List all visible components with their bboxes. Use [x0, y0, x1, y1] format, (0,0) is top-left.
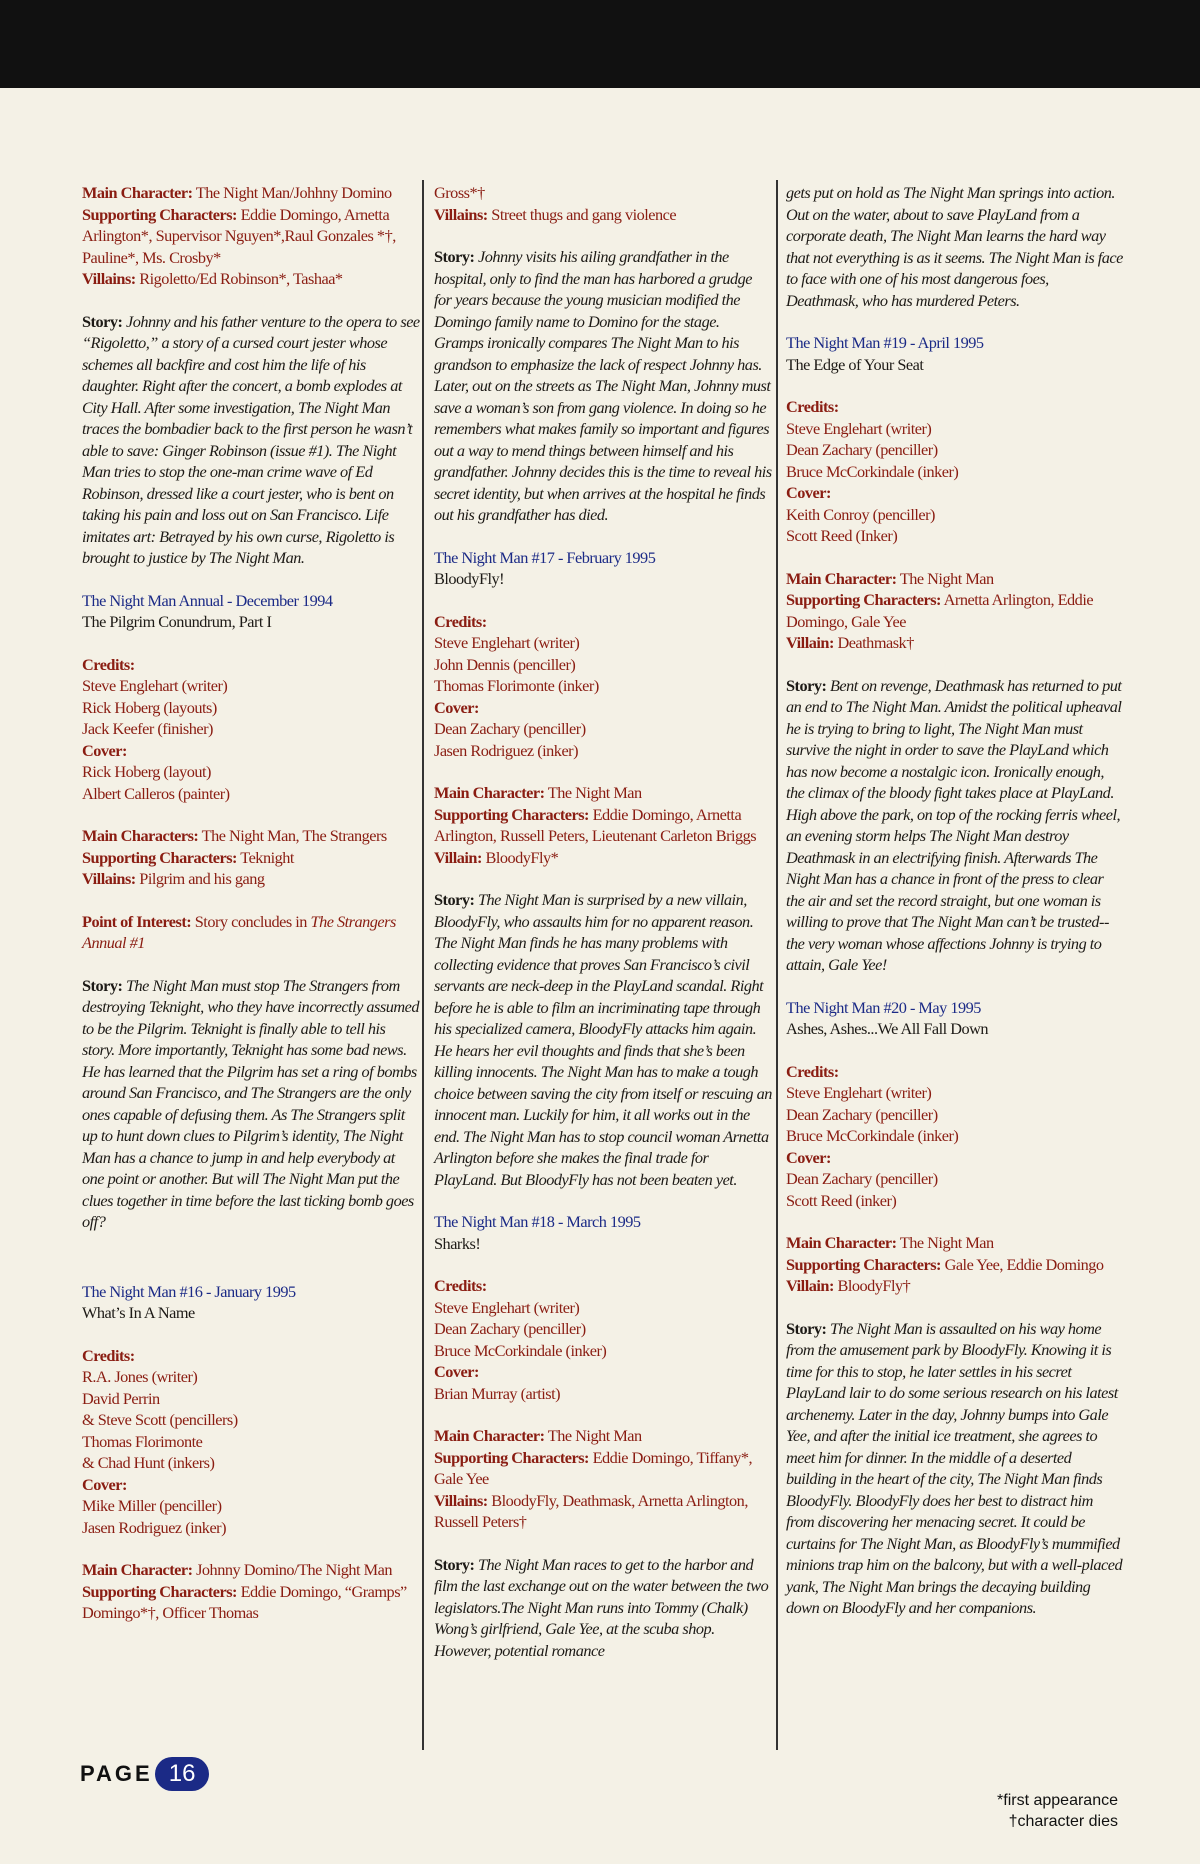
characters-block	[82, 1559, 420, 1624]
column-1	[82, 182, 420, 1645]
credits-block	[434, 611, 772, 762]
label: Cover:	[434, 1362, 479, 1381]
column-divider-2	[776, 180, 778, 1750]
issue-title: The Night Man #19	[786, 333, 907, 352]
cover-line: Brian Murray (artist)	[434, 1383, 561, 1403]
label: Supporting Characters:	[82, 204, 237, 224]
issue-subtitle: BloodyFly!	[434, 569, 505, 588]
villain: Deathmask†	[837, 633, 914, 652]
label: Cover:	[786, 1147, 831, 1167]
label: Credits:	[434, 611, 487, 631]
label: Cover:	[434, 697, 479, 717]
credit-line: Steve Englehart (writer)	[786, 418, 932, 438]
footnote-character-dies: †character dies	[1008, 1813, 1118, 1830]
column-divider-1	[422, 180, 424, 1750]
characters-block	[434, 1425, 772, 1533]
label: Supporting Characters:	[786, 590, 941, 609]
main-character: The Night Man	[547, 783, 642, 802]
main-character: The Night Man/Johhny Domino	[195, 183, 392, 202]
supporting-characters-continued: Gross*†	[434, 183, 485, 202]
story-paragraph: Story: The Night Man is assaulted on his way home from the amusement park by BloodyFly. Knowing it is time for this to stop, he later settles in his secret PlayLand lair to do some serious research on his latest archenemy. Later in the day, Johnny bumps into Gale Yee, and after the initial ice treatment, she agrees to meet him for dinner. In the middle of a deserted building in the heart of the city, The Night Man finds BloodyFly. BloodyFly does her best to distract him from discovering her menacing secret. It could be curtains for The Night Man, as BloodyFly’s mummified minions trap him on the balcony, but with a well-placed yank, The Night Man brings the decaying building down on BloodyFly and her companions.	[786, 1318, 1123, 1617]
villain: BloodyFly*	[485, 847, 559, 867]
page-label: PAGE	[80, 1761, 153, 1786]
main-character: The Night Man	[899, 568, 994, 588]
story-paragraph: Story: Bent on revenge, Deathmask has returned to put an end to The Night Man. Amidst the political upheaval he is trying to bring to light, The Night Man must survive the night in order to save the PlayLand which has now become a nostalgic icon. Ironically enough, the climax of the bloody fight takes place at PlayLand. High above the park, on top of the rocking ferris wheel, an evening storm helps The Night Man destroy Deathmask in an electrifying finish. Afterwards The Night Man has a chance in front of the press to clear the air and set the record straight, but one woman is willing to prove that The Night Man can’t be trusted--the very woman whose affections Johnny is trying to attain, Gale Yee!	[786, 675, 1122, 974]
label: Villains:	[82, 269, 136, 288]
footnote-first-appearance: *first appearance	[997, 1792, 1118, 1809]
label: Villain:	[434, 847, 482, 867]
issue-18-header	[434, 1211, 772, 1254]
story-paragraph: Story: The Night Man races to get to the harbor and film the last exchange out on the water between the two legislators.The Night Man runs into Tommy (Chalk) Wong’s girlfriend, Gale Yee, at the scuba shop. However, potential romance	[434, 1554, 769, 1660]
label: Main Character:	[786, 568, 897, 588]
label: Villains:	[434, 1490, 488, 1510]
label: Main Character:	[82, 183, 193, 202]
page-number-mark	[80, 1756, 209, 1792]
credit-line: R.A. Jones (writer)	[82, 1367, 198, 1386]
main-characters: The Night Man, The Strangers	[201, 826, 387, 845]
supporting-characters: Gale Yee, Eddie Domingo	[944, 1254, 1104, 1274]
cover-line: Mike Miller (penciller)	[82, 1496, 222, 1515]
story-paragraph-continued: gets put on hold as The Night Man springs into action. Out on the water, about to save PlayLand from a corporate death, The Night Man learns the hard way that not everything is as it seems. The Night Man is face to face with one of his most dangerous foes, Deathmask, who has murdered Peters.	[786, 183, 1123, 310]
story-paragraph: Story: Johnny and his father venture to the opera to see “Rigoletto,” a story of a cursed court jester whose schemes all backfire and cost him the life of his daughter. Right after the concert, a bomb explodes at City Hall. After some investigation, The Night Man traces the bombadier back to the first person he wasn’t able to save: Ginger Robinson (issue #1). The Night Man tries to stop the one-man crime wave of Ed Robinson, dressed like a court jester, who is bent on taking his pain and loss out on San Francisco. Life imitates art: Betrayed by his own curse, Rigoletto is brought to justice by The Night Man.	[82, 311, 420, 567]
cover-line: Jasen Rodriguez (inker)	[434, 740, 579, 760]
credit-line: Steve Englehart (writer)	[82, 676, 228, 695]
label: Main Character:	[434, 1426, 545, 1445]
label: Cover:	[786, 483, 831, 502]
issue-title: The Night Man #17	[434, 547, 555, 567]
supporting-characters: Eddie Domingo, Tiffany*, Gale Yee	[434, 1447, 753, 1488]
supporting-characters: Teknight	[240, 847, 294, 867]
cover-line: Scott Reed (Inker)	[786, 526, 898, 545]
supporting-characters: Eddie Domingo, Arnetta Arlington*, Supervisor Nguyen*,Raul Gonzales *†, Pauline*, Ms. Crosby*	[82, 204, 396, 267]
credit-line: Jack Keefer (finisher)	[82, 719, 213, 738]
story-paragraph: Story: Johnny visits his ailing grandfather in the hospital, only to find the man has harbored a grudge for years because the young musician modified the Domingo family name to Domino for the stage. Gramps ironically compares The Night Man to his grandson to emphasize the lack of respect Johnny has. Later, out on the streets as The Night Man, Johnny must save a woman’s son from gang violence. In doing so he remembers what makes family so important and figures out a way to mend things between himself and his grandfather. Johnny decides this is the time to reveal his secret identity, but when arrives at the hospital he finds out his grandfather has died.	[434, 247, 772, 524]
cover-line: Dean Zachary (penciller)	[786, 1169, 938, 1188]
entry-previous-issue	[82, 182, 420, 290]
main-character: The Night Man	[899, 1233, 994, 1252]
credits-block	[434, 1275, 772, 1404]
cover-line: Jasen Rodriguez (inker)	[82, 1517, 227, 1537]
issue-16-header	[82, 1281, 420, 1324]
credit-line: Dean Zachary (penciller)	[786, 440, 938, 459]
label: Villain:	[786, 1276, 834, 1295]
page-number-badge: 16	[155, 1757, 210, 1791]
main-character: The Night Man	[547, 1426, 642, 1445]
characters-block-continued	[434, 182, 772, 225]
label: Cover:	[82, 740, 127, 760]
issue-title: The Night Man #20	[786, 997, 907, 1017]
label: Credits:	[82, 1345, 135, 1365]
issue-date: - May 1995	[906, 997, 981, 1017]
footnotes	[997, 1790, 1118, 1832]
issue-date: - March 1995	[554, 1212, 641, 1231]
credit-line: Dean Zachary (penciller)	[786, 1104, 938, 1124]
label: Credits:	[82, 654, 135, 674]
issue-subtitle: What’s In A Name	[82, 1303, 195, 1322]
point-of-interest: Point of Interest: Story concludes in The Strangers Annual #1	[82, 911, 396, 952]
characters-block	[786, 1232, 1124, 1297]
issue-date: - December 1994	[223, 590, 333, 610]
credit-line: Bruce McCorkindale (inker)	[786, 461, 959, 481]
cover-line: Rick Hoberg (layout)	[82, 762, 211, 781]
top-black-bar	[0, 0, 1200, 88]
credit-line: John Dennis (penciller)	[434, 654, 576, 674]
villain: BloodyFly†	[837, 1276, 911, 1295]
credit-line: Dean Zachary (penciller)	[434, 1319, 586, 1338]
label: Main Character:	[786, 1233, 897, 1252]
supporting-characters: Eddie Domingo, “Gramps” Domingo*†, Officer Thomas	[82, 1581, 407, 1622]
label: Supporting Characters:	[82, 847, 237, 867]
label: Supporting Characters:	[434, 804, 589, 824]
credit-line: Steve Englehart (writer)	[434, 1297, 580, 1317]
villains: Rigoletto/Ed Robinson*, Tashaa*	[139, 269, 343, 288]
label: Main Character:	[434, 783, 545, 802]
credits-block	[786, 1061, 1124, 1212]
label: Supporting Characters:	[434, 1447, 589, 1467]
label: Villain:	[786, 633, 834, 652]
label: Villains:	[434, 204, 488, 224]
label: Main Characters:	[82, 826, 199, 845]
credit-line: Thomas Florimonte	[82, 1431, 203, 1451]
label: Villains:	[82, 869, 136, 888]
issue-title: The Night Man #16	[82, 1281, 203, 1301]
issue-17-header	[434, 547, 772, 590]
supporting-characters: Arnetta Arlington, Eddie Domingo, Gale Yee	[786, 590, 1094, 631]
credit-line: Bruce McCorkindale (inker)	[434, 1340, 607, 1360]
label: Supporting Characters:	[786, 1254, 941, 1274]
label: Credits:	[786, 397, 839, 416]
issue-annual-header	[82, 590, 420, 633]
issue-date: - April 1995	[906, 333, 984, 352]
label: Credits:	[786, 1061, 839, 1081]
label: Main Character:	[82, 1560, 193, 1579]
issue-subtitle: Sharks!	[434, 1233, 481, 1253]
column-3	[786, 182, 1124, 1640]
credits-block	[82, 654, 420, 805]
issue-date: - February 1995	[554, 547, 656, 567]
issue-19-header	[786, 332, 1124, 375]
issue-subtitle: The Edge of Your Seat	[786, 354, 924, 374]
credit-line: & Steve Scott (pencillers)	[82, 1410, 238, 1429]
credits-block	[82, 1345, 420, 1539]
story-paragraph: Story: The Night Man must stop The Strangers from destroying Teknight, who they have incorrectly assumed to be the Pilgrim. Teknight is finally able to tell his story. More importantly, Teknight has some bad news. He has learned that the Pilgrim has set a ring of bombs around San Francisco, and The Strangers are the only ones capable of defusing them. As The Strangers split up to hunt down clues to Pilgrim’s identity, The Night Man has a chance to jump in and help everybody at one point or another. But will The Night Man put the clues together in time before the last ticking bomb goes off?	[82, 975, 419, 1231]
cover-line: Keith Conroy (penciller)	[786, 504, 935, 524]
credit-line: Steve Englehart (writer)	[434, 633, 580, 652]
issue-title: The Night Man Annual	[82, 590, 224, 610]
cover-line: Dean Zachary (penciller)	[434, 719, 586, 738]
credit-line: & Chad Hunt (inkers)	[82, 1453, 215, 1472]
label: Supporting Characters:	[82, 1581, 237, 1601]
issue-date: - January 1995	[202, 1281, 296, 1301]
cover-line: Scott Reed (inker)	[786, 1190, 897, 1210]
story-paragraph: Story: The Night Man is surprised by a new villain, BloodyFly, who assaults him for no apparent reason. The Night Man finds he has many problems with collecting evidence that proves San Francisco’s civil servants are neck-deep in the PlayLand scandal. Right before he is able to film an incriminating tape through his specialized camera, BloodyFly attacks him again. He hears her evil thoughts and finds that she’s been killing innocents. The Night Man has to make a tough choice between saving the city from itself or rescuing an innocent man. Luckily for him, it all works out in the end. The Night Man has to stop council woman Arnetta Arlington before she makes the final trade for PlayLand. But BloodyFly has not been beaten yet.	[434, 890, 772, 1189]
issue-subtitle: The Pilgrim Conundrum, Part I	[82, 612, 272, 631]
issue-subtitle: Ashes, Ashes...We All Fall Down	[786, 1019, 989, 1038]
villains: Pilgrim and his gang	[139, 869, 265, 888]
supporting-characters: Eddie Domingo, Arnetta Arlington, Russell Peters, Lieutenant Carleton Briggs	[434, 804, 757, 845]
column-2	[434, 182, 772, 1682]
cover-line: Albert Calleros (painter)	[82, 783, 230, 803]
issue-20-header	[786, 997, 1124, 1040]
issue-title: The Night Man #18	[434, 1212, 555, 1231]
credit-line: Rick Hoberg (layouts)	[82, 697, 217, 717]
villains: Street thugs and gang violence	[491, 204, 677, 224]
credit-line: Thomas Florimonte (inker)	[434, 676, 599, 695]
label: Cover:	[82, 1474, 127, 1494]
label: Credits:	[434, 1276, 487, 1295]
characters-block	[82, 825, 420, 890]
credits-block	[786, 396, 1124, 547]
main-character: Johnny Domino/The Night Man	[196, 1560, 392, 1579]
credit-line: Bruce McCorkindale (inker)	[786, 1126, 959, 1145]
characters-block	[786, 568, 1124, 654]
villains: BloodyFly, Deathmask, Arnetta Arlington, Russell Peters†	[434, 1490, 748, 1531]
credit-line: Steve Englehart (writer)	[786, 1083, 932, 1102]
credit-line: David Perrin	[82, 1388, 160, 1408]
characters-block	[434, 782, 772, 868]
label: Point of Interest:	[82, 911, 192, 931]
